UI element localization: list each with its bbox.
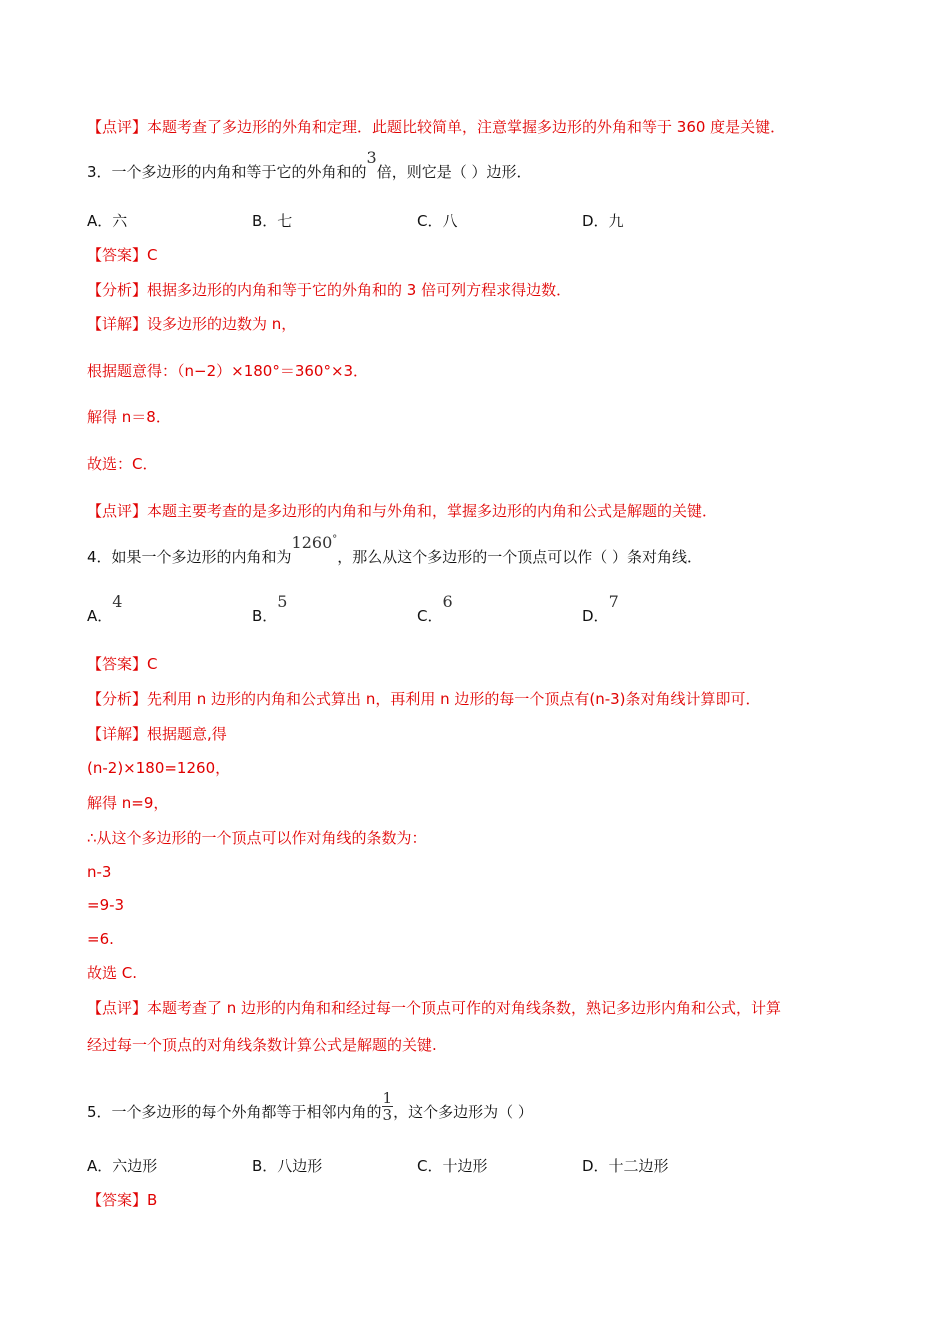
- q3-option-c: C．八: [417, 212, 458, 230]
- q4-option-c-math: 6: [442, 592, 453, 611]
- q4-step-1: (n-2)×180=1260，: [87, 759, 231, 777]
- q4-option-a-label: A．: [87, 607, 113, 625]
- q5-option-c: C．十边形: [417, 1157, 488, 1175]
- q4-option-b-math: 5: [277, 592, 288, 611]
- q4-option-d: [582, 592, 619, 626]
- question-4: [87, 533, 703, 570]
- fraction-denominator: 3: [382, 1106, 393, 1124]
- q4-step-3: ∴从这个多边形的一个顶点可以作对角线的条数为：: [87, 829, 427, 847]
- question-3-prefix: 3．一个多边形的内角和等于它的外角和的: [87, 163, 367, 181]
- q4-detail: 【详解】根据题意,得: [87, 725, 227, 743]
- question-3-suffix: 倍，则它是（ ）边形．: [376, 163, 532, 181]
- q3-step-1: 根据题意得：（n−2）×180°＝360°×3．: [87, 362, 369, 380]
- question-4-math: 1260: [291, 533, 333, 552]
- q5-answer: 【答案】B: [87, 1191, 158, 1209]
- q5-option-b: B．八边形: [252, 1157, 323, 1175]
- q3-analysis: 【分析】根据多边形的内角和等于它的外角和的 3 倍可列方程求得边数．: [87, 281, 572, 299]
- q4-option-b-label: B．: [252, 607, 278, 625]
- q4-option-d-label: D．: [582, 607, 609, 625]
- comment-q2: 【点评】本题考查了多边形的外角和定理．此题比较简单，注意掌握多边形的外角和等于 360 度是关键．: [87, 118, 786, 136]
- q3-step-3: 故选：C．: [87, 455, 158, 473]
- q4-option-c-label: C．: [417, 607, 443, 625]
- q4-step-5: =9-3: [87, 896, 125, 914]
- q4-step-7: 故选 C.: [87, 964, 138, 982]
- q4-step-4: n-3: [87, 863, 112, 881]
- question-3-math: 3: [366, 148, 377, 167]
- q4-step-6: =6.: [87, 930, 114, 948]
- q3-option-d: D．九: [582, 212, 624, 230]
- q4-option-a: [87, 592, 123, 626]
- q3-detail: 【详解】设多边形的边数为 n，: [87, 315, 297, 333]
- question-5: [87, 1089, 533, 1129]
- q3-comment: 【点评】本题主要考查的是多边形的内角和与外角和，掌握多边形的内角和公式是解题的关键．: [87, 502, 718, 520]
- q5-option-a: A．六边形: [87, 1157, 158, 1175]
- question-3: [87, 148, 532, 182]
- q3-option-b: B．七: [252, 212, 293, 230]
- q4-option-c: [417, 592, 453, 626]
- q4-comment-line-2: 经过每一个顶点的对角线条数计算公式是解题的关键.: [87, 1036, 437, 1054]
- q3-answer: 【答案】C: [87, 246, 158, 264]
- question-5-prefix: 5．一个多边形的每个外角都等于相邻内角的: [87, 1103, 382, 1121]
- q4-option-b: [252, 592, 288, 626]
- q4-step-2: 解得 n=9，: [87, 794, 169, 812]
- q3-option-a: A．六: [87, 212, 128, 230]
- q3-step-2: 解得 n＝8．: [87, 408, 171, 426]
- q4-analysis: 【分析】先利用 n 边形的内角和公式算出 n，再利用 n 边形的每一个顶点有(n-3)条对角线计算即可．: [87, 690, 761, 708]
- q4-answer: 【答案】C: [87, 655, 158, 673]
- q4-option-d-math: 7: [608, 592, 619, 611]
- fraction-numerator: 1: [382, 1089, 393, 1107]
- fraction-one-third: [382, 1090, 394, 1123]
- q5-option-d: D．十二边形: [582, 1157, 669, 1175]
- q4-comment-line-1: 【点评】本题考查了 n 边形的内角和和经过每一个顶点可作的对角线条数，熟记多边形内角和公式，计算: [87, 999, 782, 1017]
- question-4-prefix: 4．如果一个多边形的内角和为: [87, 548, 292, 566]
- question-5-suffix: ，这个多边形为（ ）: [393, 1103, 533, 1121]
- degree-symbol: °: [332, 534, 338, 545]
- question-4-suffix: ，那么从这个多边形的一个顶点可以作（ ）条对角线．: [337, 548, 703, 566]
- q4-option-a-math: 4: [112, 592, 123, 611]
